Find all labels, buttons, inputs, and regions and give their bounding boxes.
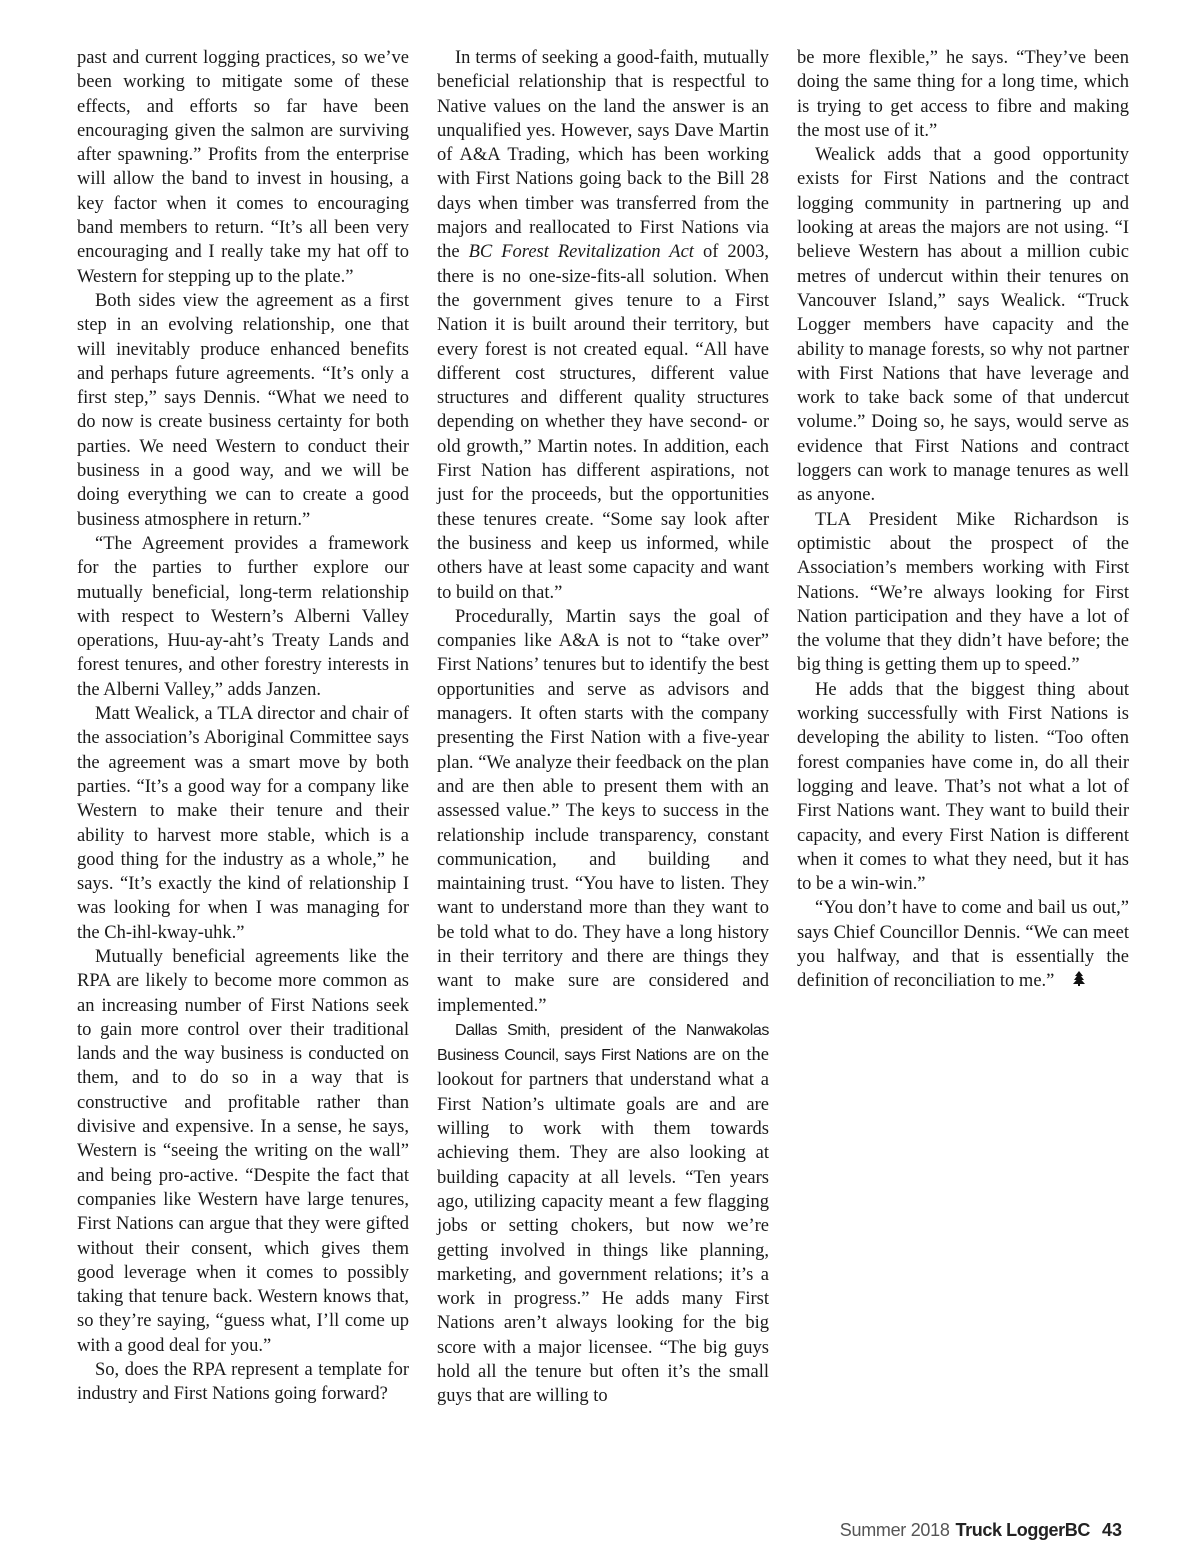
paragraph: He adds that the biggest thing about working successfully with First Nations is developing the ability to listen. “Too often forest companies have come in, do all their logging and leave. That’s not what a lot of First Nations want. They want to build their capacity, and every First Nation is different when it comes to what they need, but it has to be a win-win.” [797, 679, 1129, 895]
text-run: “You don’t have to come and bail us out,” says Chief Councillor Dennis. “We can meet you halfway, and that is essentially the definition of reconciliation to me.” [797, 898, 1129, 992]
paragraph: “The Agreement provides a framework for the parties to further explore our mutually beneficial, long-term relationship with respect to Western’s Alberni Valley operations, Huu-ay-aht’s Treaty Lands and forest tenures, and other forestry interests in the Alberni Valley,” adds Janzen. [77, 533, 409, 700]
paragraph: Both sides view the agreement as a first step in an evolving relationship, one that will inevitably produce enhanced benefits and perhaps future agreements. “It’s only a first step,” says Dennis. “What we need to do now is create business certainty for both parties. We need Western to conduct their business in a good way, and we will be doing everything we can to create a good business atmosphere in return.” [77, 290, 409, 530]
page-footer [840, 1520, 1122, 1541]
paragraph: past and current logging practices, so we’ve been working to mitigate some of these effects, and efforts so far have been encouraging given the salmon are surviving after spawning.” Profits from the enterprise will allow the band to invest in housing, a key factor when it comes to encouraging band members to return. “It’s all been very encouraging and I really take my hat off to Western for stepping up to the plate.” [77, 48, 409, 287]
tree-icon [1055, 969, 1085, 993]
text-run: of 2003, there is no one-size-fits-all solution. When the government gives tenure to a First Nation it is built around their territory, but every forest is not created equal. “All have different cost structures, different value structures and different quality structures depending on whether they have second- or old growth,” Martin notes. In addition, each First Nation has different aspirations, not just for the proceeds, but the opportunities these tenures create. “Some say look after the business and keep us informed, while others have at least some capacity and want to build on that.” [437, 242, 769, 603]
paragraph: Wealick adds that a good opportunity exists for First Nations and the contract logging community in partnering up and looking at areas the majors are not using. “I believe Western has about a million cubic metres of undercut within their tenures on Vancouver Island,” says Wealick. “Truck Logger members have capacity and the ability to manage forests, so why not partner with First Nations that have leverage and work to take back some of that undercut volume.” Doing so, he says, would serve as evidence that First Nations and contract loggers can work to manage tenures as well as anyone. [797, 145, 1129, 506]
issue-date: Summer 2018 [839, 1520, 950, 1540]
lead-in-text: Dallas Smith, president of the Nanwakolas Business Council, says First Nations [437, 1021, 769, 1065]
paragraph [437, 1018, 769, 1409]
paragraph: TLA President Mike Richardson is optimistic about the prospect of the Association’s members working with First Nations. “We’re always looking for First Nation participation and they have a lot of the volume that they didn’t have before; the big thing is getting them up to speed.” [797, 509, 1129, 676]
paragraph [437, 46, 769, 605]
article-column-2 [437, 46, 769, 1409]
act-title: BC Forest Revitalization Act [468, 242, 694, 263]
page-number: 43 [1101, 1520, 1122, 1540]
magazine-title: Truck LoggerBC [955, 1520, 1090, 1540]
paragraph [797, 896, 1129, 993]
article-column-3 [797, 46, 1129, 994]
text-run: In terms of seeking a good-faith, mutually beneficial relationship that is respectful to Native values on the land the answer is an unqualified yes. However, says Dave Martin of A&A Trading, which has been working with First Nations going back to the Bill 28 days when timber was transferred from the majors and reallocated to First Nations via the [437, 48, 769, 263]
paragraph: So, does the RPA represent a template for industry and First Nations going forward? [77, 1360, 409, 1405]
text-run: are on the lookout for partners that understand what a First Nation’s ultimate goals are and are willing to work with them towards achieving them. They are also looking at building capacity at all levels. “Ten years ago, utilizing capacity meant a few flagging jobs or setting chokers, but now we’re getting involved in things like planning, marketing, and government relations; it’s a work in progress.” He adds many First Nations aren’t always looking for the big score with a major licensee. “The big guys hold all the tenure but often it’s the small guys that are willing to [437, 1045, 770, 1407]
paragraph: Matt Wealick, a TLA director and chair of the association’s Aboriginal Committee says the agreement was a smart move by both parties. “It’s a good way for a company like Western to make their tenure and their ability to harvest more stable, which is a good thing for the industry as a whole,” he says. “It’s exactly the kind of relationship I was looking for when I was managing for the Ch-ihl-kway-uhk.” [77, 704, 409, 943]
article-column-1 [77, 46, 409, 1407]
paragraph: Procedurally, Martin says the goal of companies like A&A is not to “take over” First Nations’ tenures but to identify the best opportunities and serve as advisors and managers. It often starts with the company presenting the First Nation with a five-year plan. “We analyze their feedback on the plan and are then able to present them with an assessed value.” The keys to success in the relationship include transparency, constant communication, and building and maintaining trust. “You have to listen. They want to understand more than they want to be told what to do. They have a long history in their territory and there are things they want to make sure are considered and implemented.” [437, 606, 769, 1016]
paragraph: Mutually beneficial agreements like the RPA are likely to become more common as an increasing number of First Nations seek to gain more control over their traditional lands and the way business is conducted on them, and to do so in a way that is constructive and profitable rather than divisive and expensive. In a sense, he says, Western is “seeing the writing on the wall” and being pro-active. “Despite the fact that companies like Western have large tenures, First Nations can argue that they were gifted without their consent, which gives them good leverage when it comes to possibly taking that tenure back. Western knows that, so they’re saying, “guess what, I’ll come up with a good deal for you.” [77, 946, 409, 1356]
paragraph: be more flexible,” he says. “They’ve been doing the same thing for a long time, which is trying to get access to fibre and making the most use of it.” [797, 48, 1129, 141]
